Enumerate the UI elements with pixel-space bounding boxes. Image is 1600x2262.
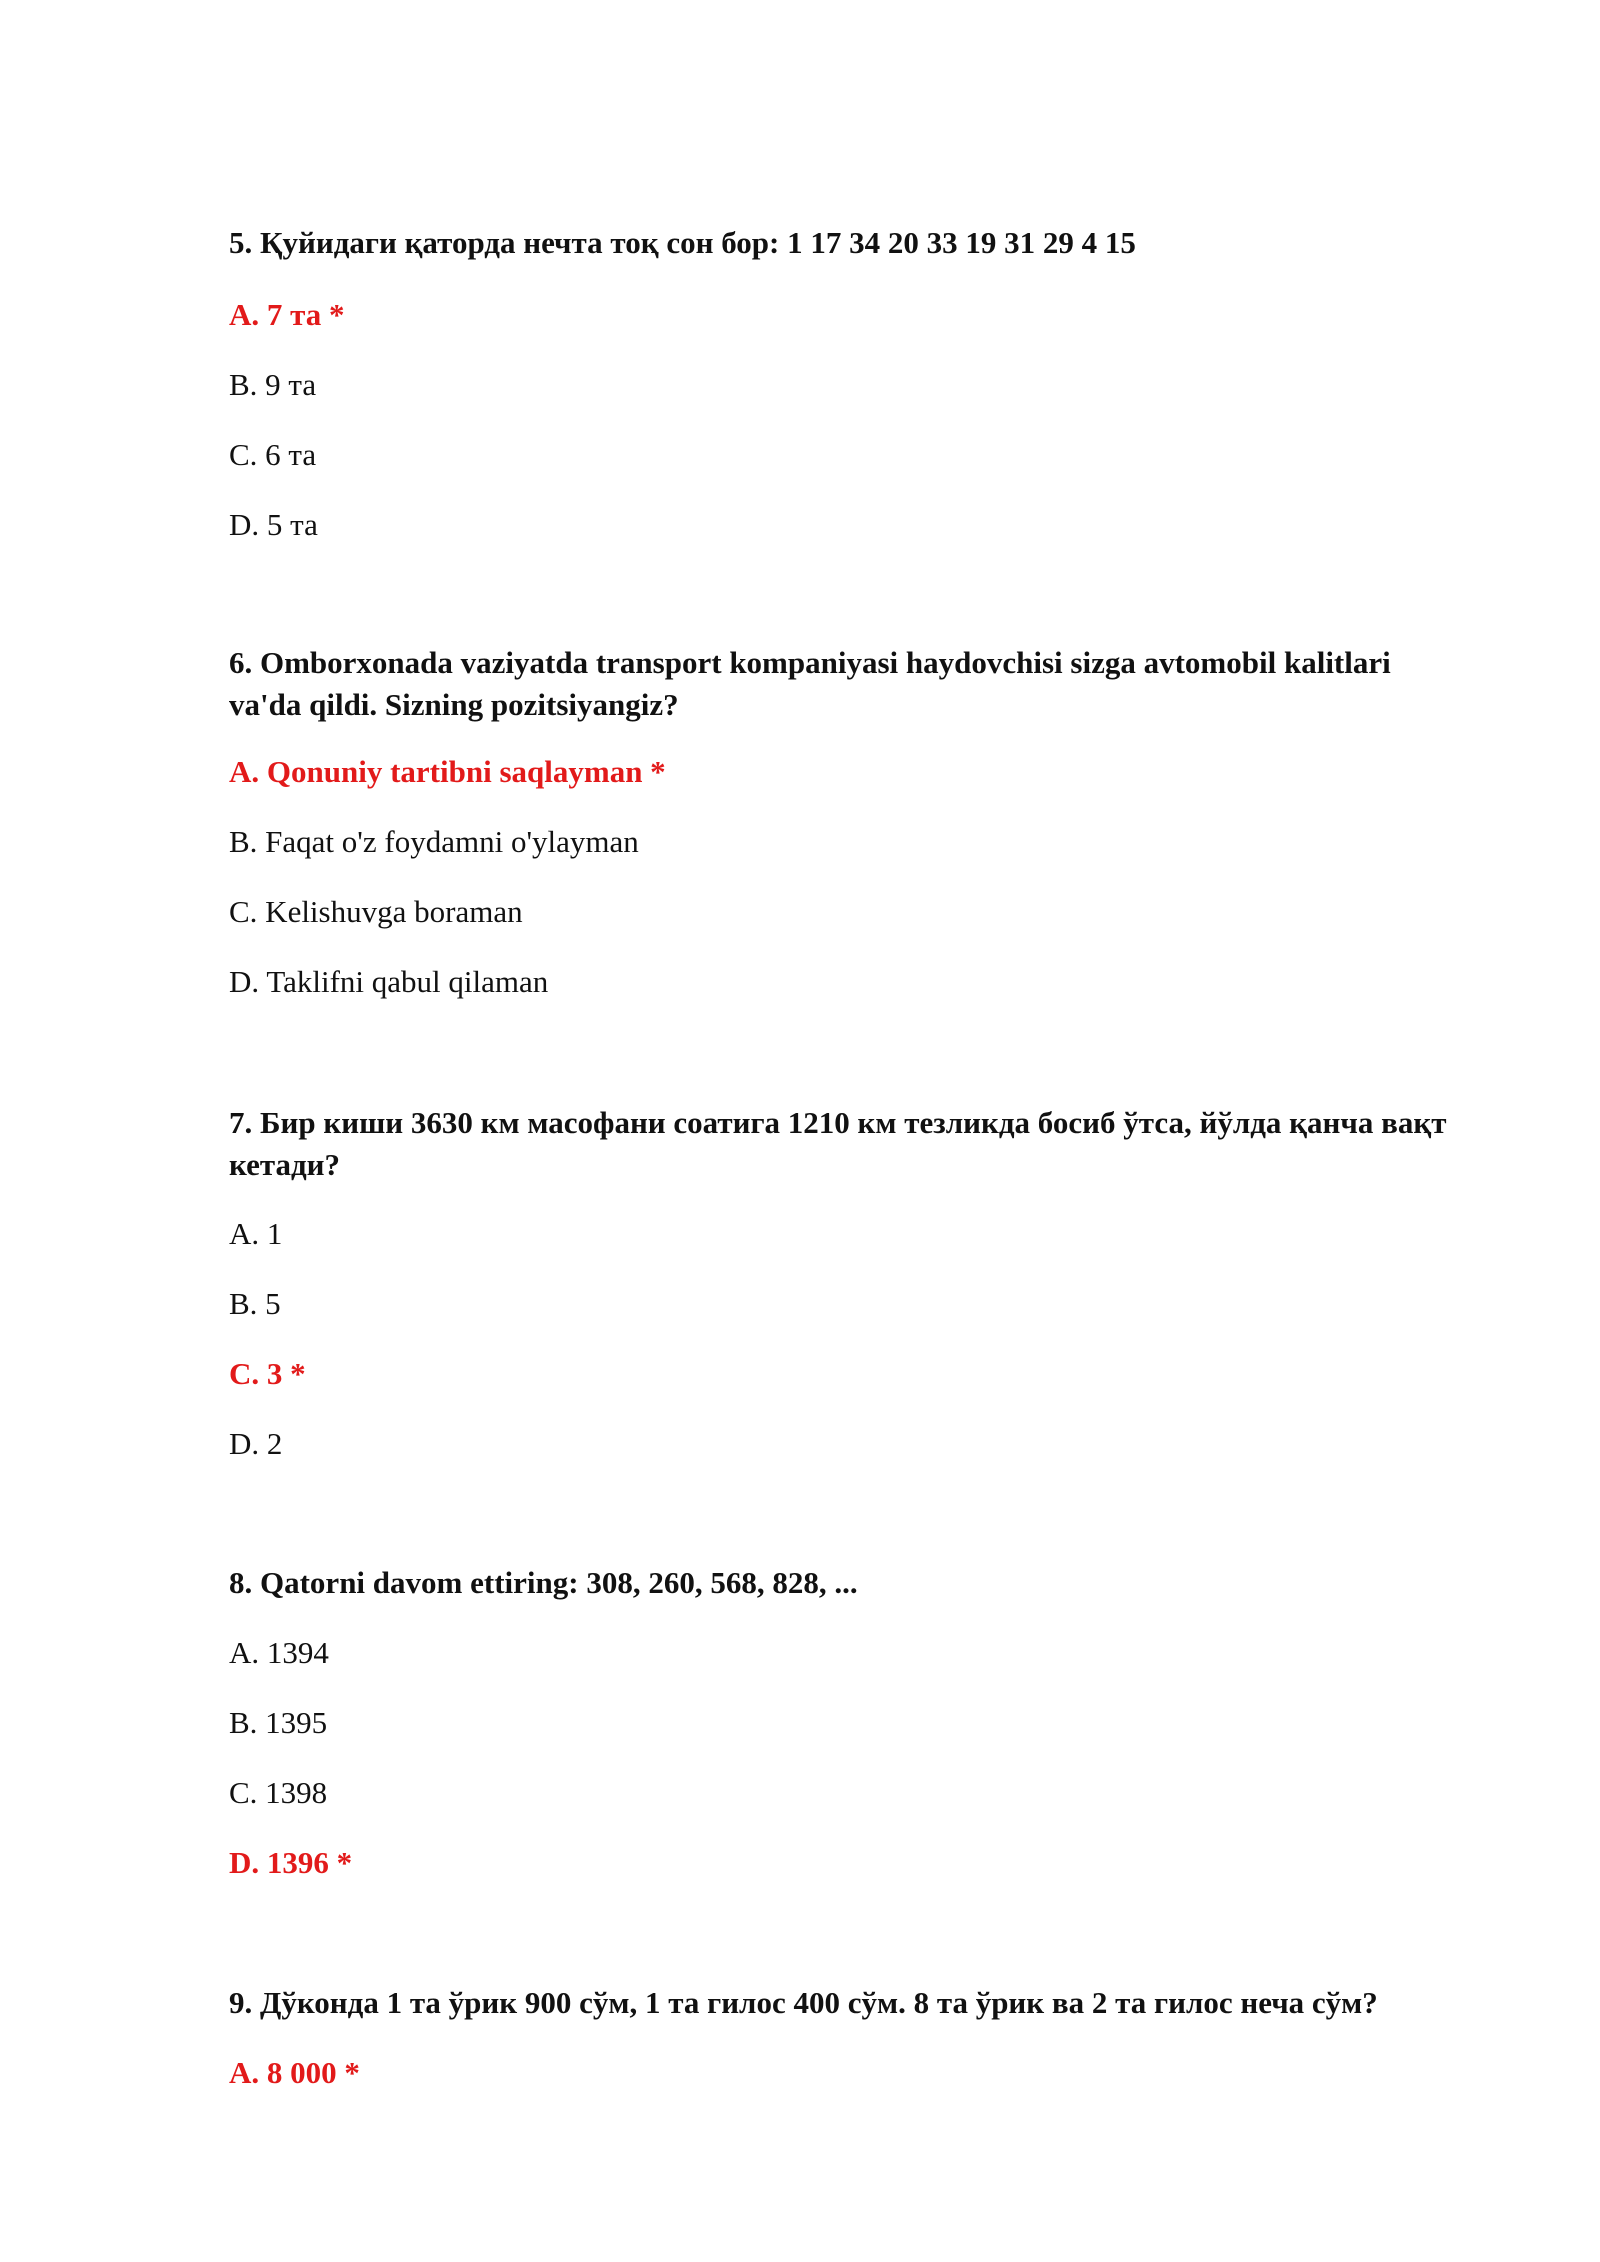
option-a: A. 1394	[229, 1635, 329, 1670]
option-d: D. 2	[229, 1426, 283, 1461]
question-5	[229, 222, 1469, 545]
option-c: C. 6 та	[229, 437, 317, 472]
question-text: 5. Қуйидаги қаторда нечта тоқ сон бор: 1 17 34 20 33 19 31 29 4 15	[229, 225, 1136, 260]
question-text: 6. Omborxonada vaziyatda transport kompaniyasi haydovchisi sizga avtomobil kalitlari va'da qildi. Sizning pozitsiyangiz?	[229, 645, 1391, 722]
option-b: B. Faqat o'z foydamni o'ylayman	[229, 824, 639, 859]
options-list	[229, 1633, 1469, 1883]
question-6	[229, 642, 1469, 1002]
option-c-correct: C. 3 *	[229, 1356, 306, 1391]
options-list	[229, 1214, 1469, 1464]
question-text: 9. Дўконда 1 та ўрик 900 сўм, 1 та гилос 400 сўм. 8 та ўрик ва 2 та гилос неча сўм?	[229, 1985, 1378, 2020]
option-a-correct: A. 8 000 *	[229, 2055, 360, 2090]
option-a: A. 1	[229, 1216, 283, 1251]
question-text: 8. Qatorni davom ettiring: 308, 260, 568, 828, ...	[229, 1565, 858, 1600]
option-d: D. 5 та	[229, 507, 318, 542]
option-c: C. Kelishuvga boraman	[229, 894, 523, 929]
option-c: C. 1398	[229, 1775, 328, 1810]
options-list	[229, 752, 1469, 1002]
option-a-correct: A. 7 та *	[229, 297, 345, 332]
option-b: B. 5	[229, 1286, 281, 1321]
options-list	[229, 295, 1469, 545]
question-8	[229, 1562, 1469, 1883]
option-a-correct: A. Qonuniy tartibni saqlayman *	[229, 754, 666, 789]
options-list	[229, 2053, 1469, 2093]
option-b: B. 9 та	[229, 367, 317, 402]
question-text: 7. Бир киши 3630 км масофани соатига 1210 км тезликда босиб ўтса, йўлда қанча вақт кетади?	[229, 1105, 1447, 1182]
question-9	[229, 1982, 1469, 2093]
option-b: B. 1395	[229, 1705, 328, 1740]
option-d: D. Taklifni qabul qilaman	[229, 964, 549, 999]
question-7	[229, 1102, 1469, 1464]
option-d-correct: D. 1396 *	[229, 1845, 353, 1880]
